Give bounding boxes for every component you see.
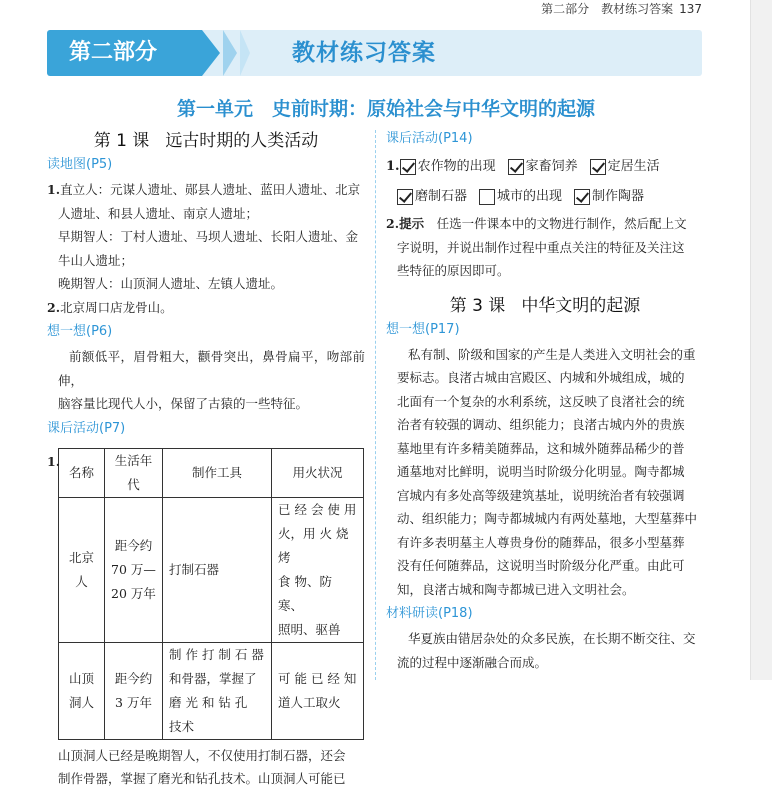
think-line: 治者有较强的调动、组织能力；良渚古城内外的贵族 xyxy=(397,417,685,432)
think-line: 有许多表明墓主人尊贵身份的随葬品，很多小型墓葬 xyxy=(397,534,685,550)
think-line: 私有制、阶级和国家的产生是人类进入文明社会的重 xyxy=(408,346,696,362)
lesson-number: 第 1 课 xyxy=(93,131,150,151)
checkbox-unchecked[interactable] xyxy=(479,189,495,205)
material-line: 流的过程中逐渐融合而成。 xyxy=(397,654,548,670)
checkbox-row xyxy=(386,152,704,182)
table-cell: 山顶 洞人 xyxy=(59,642,105,739)
lesson-1-heading xyxy=(47,126,365,151)
think-answer-line: 前额低平，眉骨粗大，颧骨突出，鼻骨扁平，吻部前伸， xyxy=(58,349,365,388)
think-line: 北面有一个复杂的水利系统，这反映了良渚社会的统 xyxy=(397,393,685,409)
checkbox-row xyxy=(386,182,704,212)
table-header: 用火状况 xyxy=(272,448,364,497)
after-class-text: 山顶洞人已经是晚期智人，不仅使用打制石器，还会 xyxy=(58,747,346,763)
section-think-p17: 想一想(P17) xyxy=(386,321,460,337)
material-line: 华夏族由错居杂处的众多民族，在长期不断交往、交 xyxy=(408,631,696,646)
checkbox-checked[interactable] xyxy=(590,159,606,175)
checkbox-option[interactable]: 磨制石器 xyxy=(397,182,467,212)
answer-line: 早期智人：丁村人遗址、马坝人遗址、长阳人遗址、金 xyxy=(58,229,359,244)
answer-table-wrap xyxy=(47,448,365,740)
table-cell: 打制石器 xyxy=(163,497,272,642)
table-cell: 距今约 70 万— 20 万年 xyxy=(105,497,163,642)
think-line: 宫城内有多处高等级建筑基址，说明统治者有较强调 xyxy=(397,487,685,503)
question-number: 1. xyxy=(386,159,400,174)
answer-line: 牛山人遗址； xyxy=(58,252,134,268)
banner-chevron xyxy=(202,30,220,76)
banner-chevron xyxy=(223,30,237,76)
comparison-table xyxy=(58,448,364,740)
think-answer-line: 脑容量比现代人小，保留了古猿的一些特征。 xyxy=(58,396,309,411)
table-cell: 已 经 会 使 用 火，用 火 烧 烤 食 物、防 寒、 照明、驱兽 xyxy=(272,497,364,642)
section-read-map: 读地图(P5) xyxy=(47,157,113,172)
left-column xyxy=(47,126,365,791)
table-cell: 北京人 xyxy=(59,497,105,642)
table-cell: 距今约 3 万年 xyxy=(105,642,163,739)
think-line: 动、组织能力；陶寺都城城内有两处墓地，大型墓葬中 xyxy=(397,511,698,526)
unit-title: 第一单元 史前时期：原始社会与中华文明的起源 xyxy=(176,98,595,120)
table-header: 生活年代 xyxy=(105,448,163,497)
table-row xyxy=(59,642,364,739)
lesson-title: 中华文明的起源 xyxy=(521,295,641,316)
answer-1: 1.直立人：元谋人遗址、郧县人遗址、蓝田人遗址、北京 xyxy=(47,182,361,197)
table-row xyxy=(59,497,364,642)
table-header: 制作工具 xyxy=(163,448,272,497)
table-cell: 可 能 已 经 知 道人工取火 xyxy=(272,642,364,739)
running-header xyxy=(541,0,702,17)
part-label: 第二部分 xyxy=(47,30,202,76)
checkbox-option[interactable]: 定居生活 xyxy=(590,152,660,182)
running-header-text: 第二部分 教材练习答案 xyxy=(541,2,674,16)
answer-line: 人遗址、和县人遗址、南京人遗址； xyxy=(58,205,259,221)
hint-line: 些特征的原因即可。 xyxy=(397,263,510,278)
checkbox-option[interactable]: 制作陶器 xyxy=(574,182,644,212)
table-header: 名称 xyxy=(59,448,105,497)
think-line: 墓地里有许多精美随葬品，这和城外随葬品稀少的普 xyxy=(397,440,685,456)
lesson-number: 第 3 课 xyxy=(449,295,506,316)
banner-title: 教材练习答案 xyxy=(292,40,436,66)
section-think: 想一想(P6) xyxy=(47,324,113,339)
section-material: 材料研读(P18) xyxy=(386,606,473,621)
right-column xyxy=(386,126,704,674)
table-header-row xyxy=(59,448,364,497)
checkbox-checked[interactable] xyxy=(574,189,590,205)
think-line: 通墓地对比鲜明，说明当时阶级分化明显。陶寺都城 xyxy=(397,464,685,479)
column-divider xyxy=(375,130,376,680)
answer-2-hint: 2.提示 任选一件课本中的文物进行制作，然后配上文 xyxy=(386,216,687,231)
checkbox-option[interactable]: 农作物的出现 xyxy=(400,152,496,182)
lesson-3-heading xyxy=(386,291,704,316)
lesson-title: 远古时期的人类活动 xyxy=(165,131,319,151)
checkbox-option[interactable]: 城市的出现 xyxy=(479,182,562,212)
part-banner xyxy=(47,30,702,76)
table-number: 1. xyxy=(47,453,61,469)
hint-line: 字说明，并说出制作过程中重点关注的特征及关注这 xyxy=(397,239,685,255)
checkbox-checked[interactable] xyxy=(400,159,416,175)
checkbox-checked[interactable] xyxy=(508,159,524,175)
section-after-class-p14: 课后活动(P14) xyxy=(386,131,473,146)
after-class-text: 制作骨器，掌握了磨光和钻孔技术。山顶洞人可能已 xyxy=(58,771,346,786)
think-line: 要标志。良渚古城由宫殿区、内城和外城组成，城的 xyxy=(397,370,685,385)
table-cell: 制 作 打 制 石 器 和骨器，掌握了 磨 光 和 钻 孔 技术 xyxy=(163,642,272,739)
think-line: 没有任何随葬品，这说明当时阶级分化严重。由此可 xyxy=(397,558,685,573)
answer-line: 晚期智人：山顶洞人遗址、左镇人遗址。 xyxy=(58,276,284,291)
section-after-class: 课后活动(P7) xyxy=(47,420,126,436)
answer-2: 2.北京周口店龙骨山。 xyxy=(47,299,173,315)
think-line: 知，良渚古城和陶寺都城已进入文明社会。 xyxy=(397,581,635,597)
checkbox-checked[interactable] xyxy=(397,189,413,205)
checkbox-option[interactable]: 家畜饲养 xyxy=(508,152,578,182)
banner-chevron xyxy=(240,30,250,76)
page-number: 137 xyxy=(679,2,702,16)
